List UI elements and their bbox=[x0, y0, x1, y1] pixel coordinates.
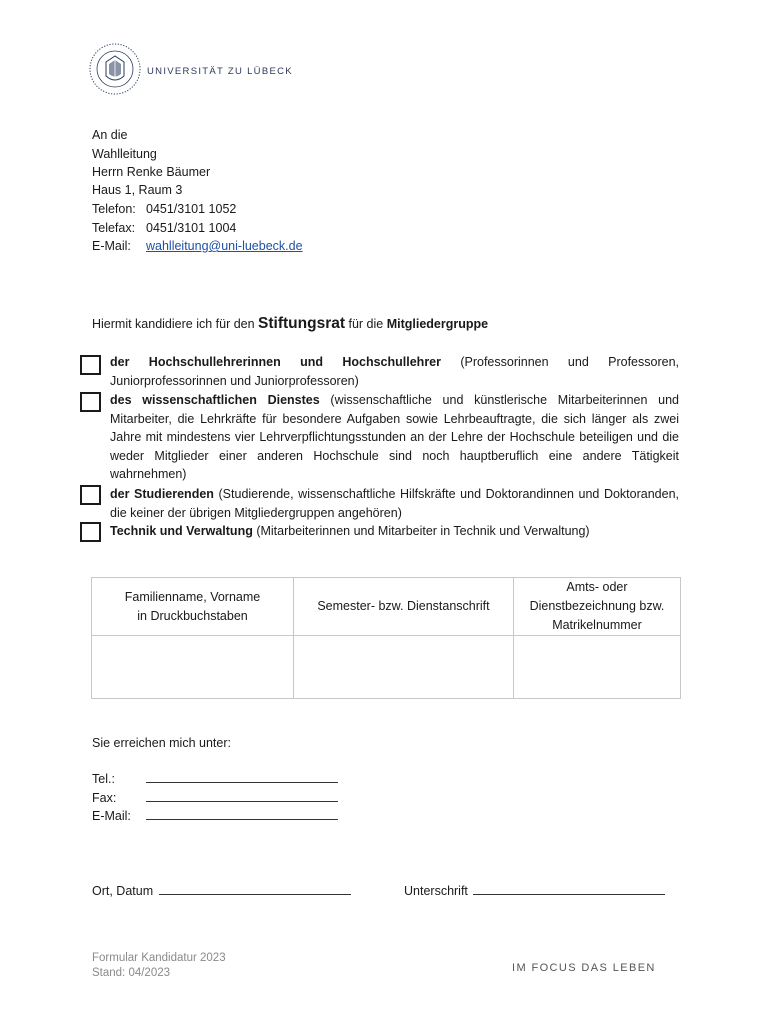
title-input-cell[interactable] bbox=[514, 636, 681, 699]
header-title bbox=[514, 578, 681, 636]
group-title: des wissenschaftlichen Dienstes bbox=[110, 393, 320, 407]
group-option-academic-staff bbox=[110, 391, 679, 484]
group-option-professors bbox=[110, 353, 679, 390]
group-description: (Professorinnen und Professoren, Juniorprofessorinnen und Juniorprofessoren) bbox=[110, 355, 679, 388]
group-option-students bbox=[110, 485, 679, 522]
fax-field[interactable] bbox=[146, 789, 338, 802]
fax-contact-label: Fax: bbox=[92, 791, 117, 805]
address-line-1: An die bbox=[92, 128, 128, 142]
footer-form-info bbox=[92, 951, 226, 981]
header-title-text: Amts- oder Dienstbezeichnung bzw. Matrikelnummer bbox=[529, 580, 665, 632]
email-label: E-Mail: bbox=[92, 239, 131, 253]
table-header-row bbox=[92, 578, 681, 636]
address-line-4: Haus 1, Raum 3 bbox=[92, 183, 183, 197]
table-row bbox=[92, 636, 681, 699]
candidacy-statement bbox=[92, 313, 488, 335]
footer-slogan: IM FOCUS DAS LEBEN bbox=[512, 962, 656, 974]
header-name-text: Familienname, Vorname in Druckbuchstaben bbox=[124, 589, 261, 623]
group-description: (wissenschaftliche und künstlerische Mitarbeiterinnen und Mitarbeiter, die Lehrkräfte für besondere Aufgaben sowie Lehrbeauftragte, die sich länger als zwei Jahre mit mindestens vier Lehrverpflichtungsstunden an der Lehre der Hochschule beteiligen und die weder Mitglieder einer anderen Hochschule sind noch hauptberuflich eine andere Tätigkeit wahrnehmen) bbox=[110, 393, 679, 481]
university-seal-logo bbox=[88, 42, 142, 96]
checkbox-academic-staff[interactable] bbox=[80, 392, 101, 412]
phone-label: Telefon: bbox=[92, 202, 136, 216]
address-line-2: Wahlleitung bbox=[92, 147, 157, 161]
fax-number: 0451/3101 1004 bbox=[146, 221, 237, 235]
group-description: (Studierende, wissenschaftliche Hilfskräfte und Doktorandinnen und Doktoranden, die keiner der übrigen Mitgliedergruppen angehören) bbox=[110, 487, 679, 520]
group-option-technical-admin bbox=[110, 522, 679, 541]
email-contact-line bbox=[92, 807, 338, 825]
tel-field[interactable] bbox=[146, 770, 338, 783]
tel-line bbox=[92, 770, 338, 788]
council-name: Stiftungsrat bbox=[258, 315, 346, 332]
signature-label: Unterschrift bbox=[404, 884, 468, 898]
place-date-field[interactable] bbox=[159, 882, 351, 895]
tel-label: Tel.: bbox=[92, 772, 115, 786]
email-field[interactable] bbox=[146, 807, 338, 820]
form-name: Formular Kandidatur 2023 bbox=[92, 952, 226, 964]
place-date-label: Ort, Datum bbox=[92, 884, 154, 898]
intro-text-2: für die bbox=[345, 317, 387, 331]
form-status: Stand: 04/2023 bbox=[92, 967, 171, 979]
phone-number: 0451/3101 1052 bbox=[146, 202, 237, 216]
name-input-cell[interactable] bbox=[92, 636, 294, 699]
fax-label: Telefax: bbox=[92, 221, 136, 235]
phone-line bbox=[92, 200, 236, 218]
group-description: (Mitarbeiterinnen und Mitarbeiter in Technik und Verwaltung) bbox=[252, 524, 590, 538]
checkbox-technical-admin[interactable] bbox=[80, 522, 101, 542]
email-line bbox=[92, 237, 303, 255]
university-name: UNIVERSITÄT ZU LÜBECK bbox=[147, 66, 293, 77]
candidate-info-table bbox=[91, 577, 681, 699]
address-input-cell[interactable] bbox=[294, 636, 514, 699]
email-link[interactable]: wahlleitung@uni-luebeck.de bbox=[146, 239, 303, 253]
group-title: Technik und Verwaltung bbox=[110, 524, 253, 538]
contact-heading: Sie erreichen mich unter: bbox=[92, 736, 231, 750]
place-date-line bbox=[92, 882, 351, 900]
checkbox-professors[interactable] bbox=[80, 355, 101, 375]
member-group-label: Mitgliedergruppe bbox=[386, 317, 489, 331]
email-contact-label: E-Mail: bbox=[92, 809, 131, 823]
signature-field[interactable] bbox=[473, 882, 665, 895]
header-address-text: Semester- bzw. Dienstanschrift bbox=[317, 599, 490, 613]
fax-contact-line bbox=[92, 789, 338, 807]
checkbox-students[interactable] bbox=[80, 485, 101, 505]
intro-text-1: Hiermit kandidiere ich für den bbox=[92, 317, 259, 331]
group-title: der Studierenden bbox=[110, 487, 214, 501]
group-title: der Hochschullehrerinnen und Hochschullehrer bbox=[110, 355, 441, 369]
header-address bbox=[294, 578, 514, 636]
address-line-3: Herrn Renke Bäumer bbox=[92, 165, 211, 179]
fax-line bbox=[92, 219, 236, 237]
header-name bbox=[92, 578, 294, 636]
signature-line bbox=[404, 882, 665, 900]
